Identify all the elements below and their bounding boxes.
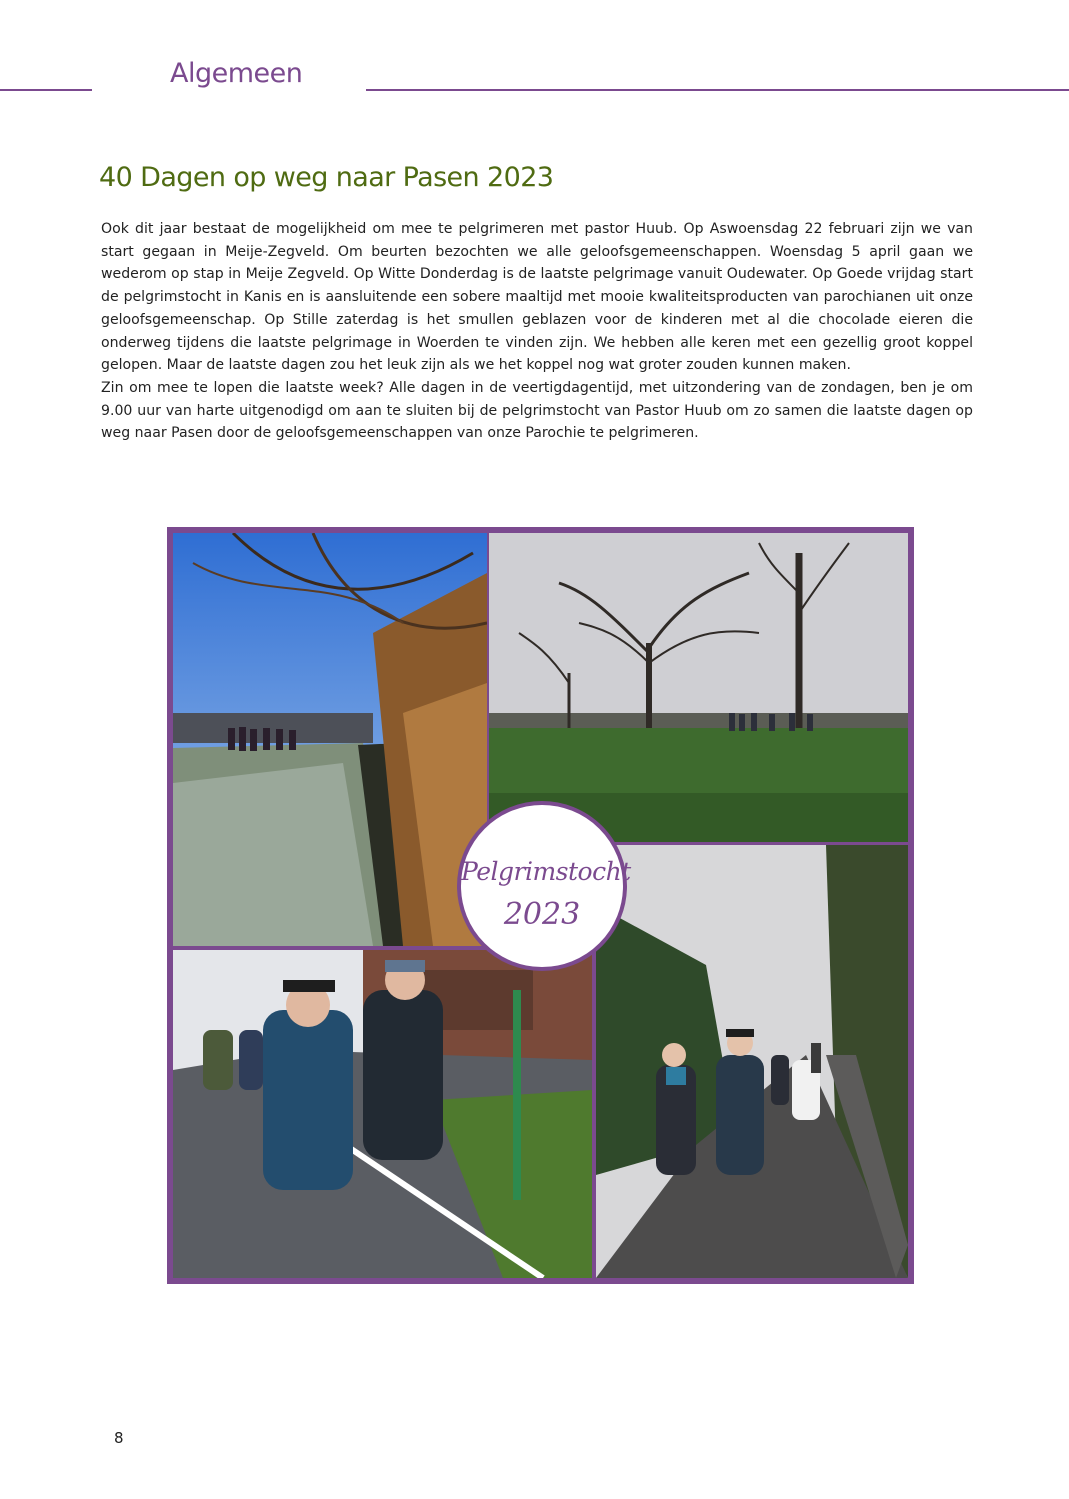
section-label: Algemeen — [170, 58, 303, 89]
frosty-dike-walk-photo — [173, 533, 487, 946]
badge-year: 2023 — [503, 897, 581, 932]
badge-title: Pelgrimstocht — [461, 857, 631, 886]
men-walking-road-photo — [173, 950, 592, 1278]
header-rule-right — [366, 89, 1069, 91]
pelgrimstocht-badge — [457, 801, 631, 971]
article-paragraph-1: Ook dit jaar bestaat de mogelijkheid om mee te pelgrimeren met pastor Huub. Op Aswoensdag 22 februari zijn we van start gegaan in Meije-Zegveld. Om beurten bezochten we alle geloofsgemeenschappen. Woensdag 5 april gaan we wederom op stap in Meije Zegveld. Op Witte Donderdag is de laatste pelgrimage vanuit Oudewater. Op Goede vrijdag start de pelgrimstocht in Kanis en is aansluitende een sobere maaltijd met mooie kwaliteitsproducten van parochianen uit onze geloofsgemeenschap. Op Stille zaterdag is het smullen geblazen voor de kinderen met al die chocolade eieren die onderweg tijdens die laatste pelgrimage in Woerden te vinden zijn. We hebben alle keren met een gezellig groot koppel gelopen. Maar de laatste dagen zou het leuk zijn als we het koppel nog wat groter zouden kunnen maken. — [101, 221, 973, 374]
group-walking-lane-photo — [596, 845, 908, 1278]
article-body — [101, 218, 973, 445]
page-number: 8 — [114, 1429, 124, 1447]
article-paragraph-2: Zin om mee te lopen die laatste week? Alle dagen in de veertigdagentijd, met uitzondering van de zondagen, ben je om 9.00 uur van harte uitgenodigd om aan te sluiten bij de pelgrimstocht van Pastor Huub om zo samen die laatste dagen op weg naar Pasen door de geloofsgemeenschappen van onze Parochie te pelgrimeren. — [101, 379, 973, 442]
header-rule-left — [0, 89, 92, 91]
park-trees-walk-photo — [489, 533, 908, 842]
article-title: 40 Dagen op weg naar Pasen 2023 — [99, 162, 554, 193]
